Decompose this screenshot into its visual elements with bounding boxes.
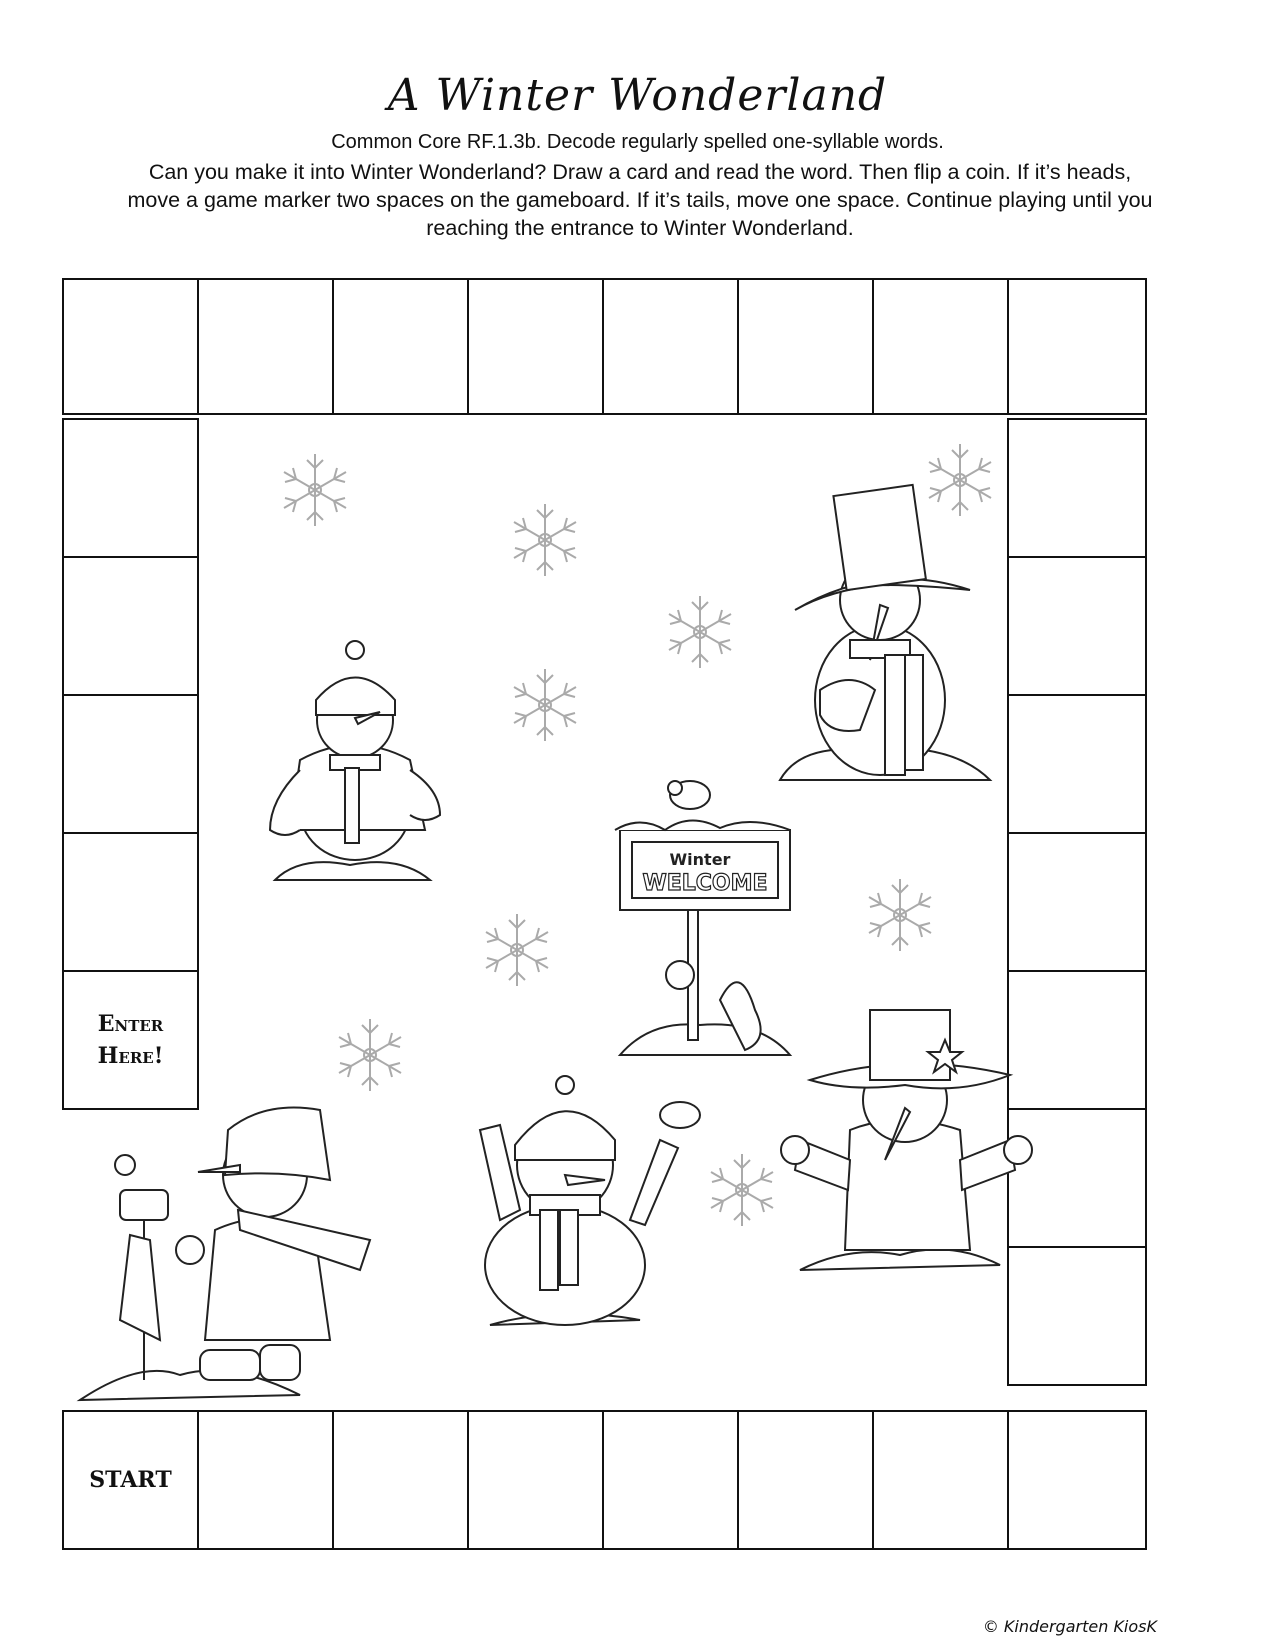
snowman-icon — [270, 641, 440, 880]
enter-here-label: Enter Here! — [97, 1011, 164, 1069]
snowflake-icon — [284, 454, 346, 526]
snowman-icon — [780, 485, 990, 780]
snowflake-icon — [339, 1019, 401, 1091]
snowflake-icon — [711, 1154, 773, 1226]
sign-word-top: Winter — [669, 850, 731, 869]
snowflake-icon — [929, 444, 991, 516]
snowflake-icon — [869, 879, 931, 951]
snowman-icon — [480, 1076, 700, 1325]
common-core-standard: Common Core RF.1.3b. Decode regularly spelled one-syllable words. — [331, 131, 944, 153]
snowflake-icon — [514, 669, 576, 741]
copyright-footer: © Kindergarten KiosK — [982, 1617, 1157, 1636]
sign-word-bottom: WELCOME — [642, 871, 768, 896]
snowflake-icon — [669, 596, 731, 668]
page-title: A Winter Wonderland — [387, 70, 888, 121]
game-instructions: Can you make it into Winter Wonderland? Draw a card and read the word. Then flip a coin. If it’s heads, move a game marker two spaces on the gameboard. If it’s tails, move one space. Continue playing until you reaching the entrance to Winter Wonderland. — [127, 160, 1153, 240]
snowman-icon — [80, 1108, 370, 1401]
snowflake-icon — [514, 504, 576, 576]
snowman-icon — [781, 1010, 1032, 1270]
welcome-sign-icon — [615, 781, 790, 1055]
start-label: START — [89, 1467, 172, 1493]
snowflake-icon — [486, 914, 548, 986]
